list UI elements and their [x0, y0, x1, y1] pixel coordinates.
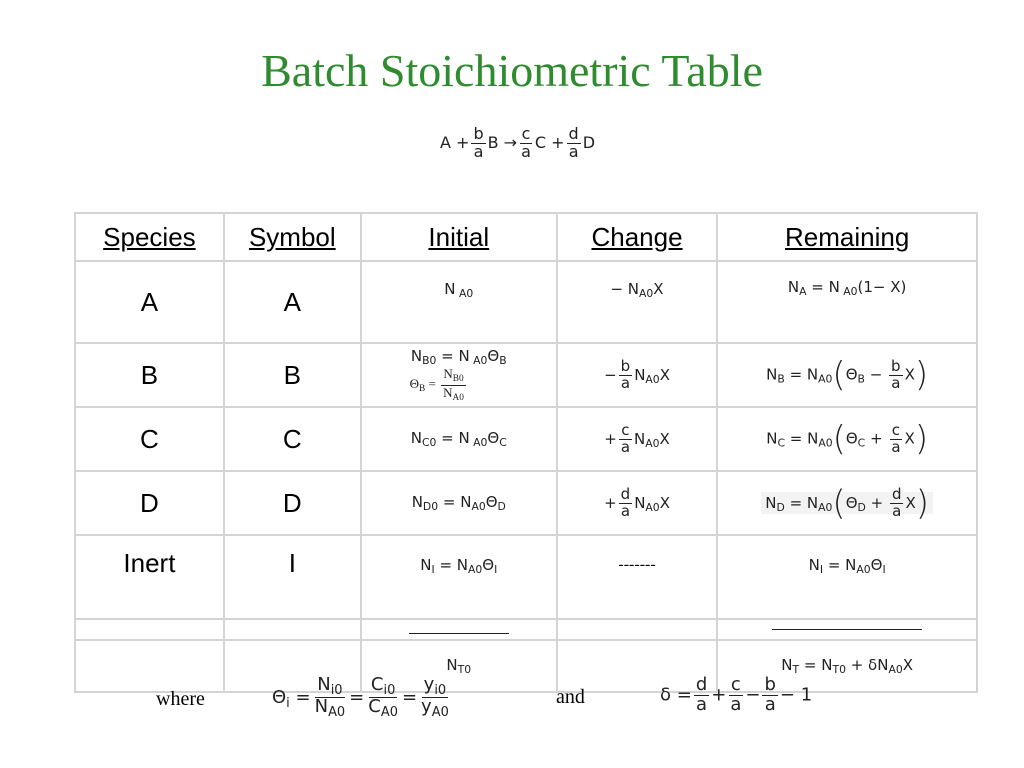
- symbol-cell: D: [224, 471, 361, 535]
- remaining-total-cell: $N_T = N_{T0} + \delta N_{A0}X$: [717, 640, 977, 692]
- change-cell: − $N_{A0}X$: [557, 261, 718, 343]
- header-species: Species: [75, 213, 224, 261]
- sum-rule-cell: [361, 619, 557, 640]
- header-symbol: Symbol: [224, 213, 361, 261]
- stoichiometric-table: [74, 212, 978, 693]
- empty-cell: [75, 619, 224, 640]
- symbol-cell: B: [224, 343, 361, 407]
- empty-cell: [224, 619, 361, 640]
- change-cell: + $\frac{d}{a}$ $N_{A0}X$: [557, 471, 718, 535]
- symbol-cell: I: [224, 535, 361, 619]
- change-cell: -------: [557, 535, 718, 619]
- symbol-cell: C: [224, 407, 361, 471]
- species-cell: D: [75, 471, 224, 535]
- initial-cell: $N_{C0} = N$ $_{A0}\Theta_C$: [361, 407, 557, 471]
- symbol-cell: A: [224, 261, 361, 343]
- header-remaining: Remaining: [717, 213, 977, 261]
- empty-cell: [557, 619, 718, 640]
- initial-cell: $N_{B0} = N$ $_{A0}\Theta_B$ $\Theta_B$ = $\frac{N_{B0}}{N_{A0}}$: [361, 343, 557, 407]
- where-label: where: [156, 688, 205, 710]
- reaction-equation: A + $\frac{b}{a}$ B → $\frac{c}{a}$ C + $\frac{d}{a}$ D: [440, 124, 596, 161]
- change-cell: − $\frac{b}{a}$ $N_{A0}X$: [557, 343, 718, 407]
- initial-cell: N $_{A0}$: [361, 261, 557, 343]
- remaining-cell: $N_A = N$ $_{A0}$(1− X): [717, 261, 977, 343]
- table-row: [75, 535, 977, 619]
- theta-definition: $\Theta_i$ = $\frac{N_{i0}}{N_{A0}}$ = $\frac{C_{i0}}{C_{A0}}$ = $\frac{y_{i0}}{y_{A0}}$: [272, 674, 449, 721]
- table-row: [75, 471, 977, 535]
- initial-cell: $N_{D0} = N_{A0}\Theta_D$: [361, 471, 557, 535]
- species-cell: A: [75, 261, 224, 343]
- initial-total-cell: $N_{T0}$: [361, 640, 557, 692]
- table-row: [75, 261, 977, 343]
- remaining-cell: $N_B = N_{A0}(\Theta_B$ − $\frac{b}{a}$ X): [717, 343, 977, 407]
- change-cell: + $\frac{c}{a}$ $N_{A0}X$: [557, 407, 718, 471]
- remaining-cell: $N_C = N_{A0}(\Theta_C$ + $\frac{c}{a}$ X): [717, 407, 977, 471]
- sum-rule-cell: [717, 619, 977, 640]
- table-row: [75, 619, 977, 640]
- remaining-cell: $N_D = N_{A0}(\Theta_D$ + $\frac{d}{a}$ X): [717, 471, 977, 535]
- initial-cell: $N_I = N_{A0}\Theta_I$: [361, 535, 557, 619]
- and-label: and: [556, 686, 585, 708]
- page-title: Batch Stoichiometric Table: [261, 45, 763, 96]
- species-cell: Inert: [75, 535, 224, 619]
- header-change: Change: [557, 213, 718, 261]
- table-row: [75, 407, 977, 471]
- species-cell: B: [75, 343, 224, 407]
- species-cell: C: [75, 407, 224, 471]
- delta-definition: δ = $\frac{d}{a}$ + $\frac{c}{a}$ − $\frac{b}{a}$ − 1: [660, 674, 813, 715]
- definitions-footer: [0, 676, 1024, 736]
- remaining-cell: $N_I = N_{A0}\Theta_I$: [717, 535, 977, 619]
- header-initial: Initial: [361, 213, 557, 261]
- table-row: [75, 343, 977, 407]
- table-header-row: [75, 213, 977, 261]
